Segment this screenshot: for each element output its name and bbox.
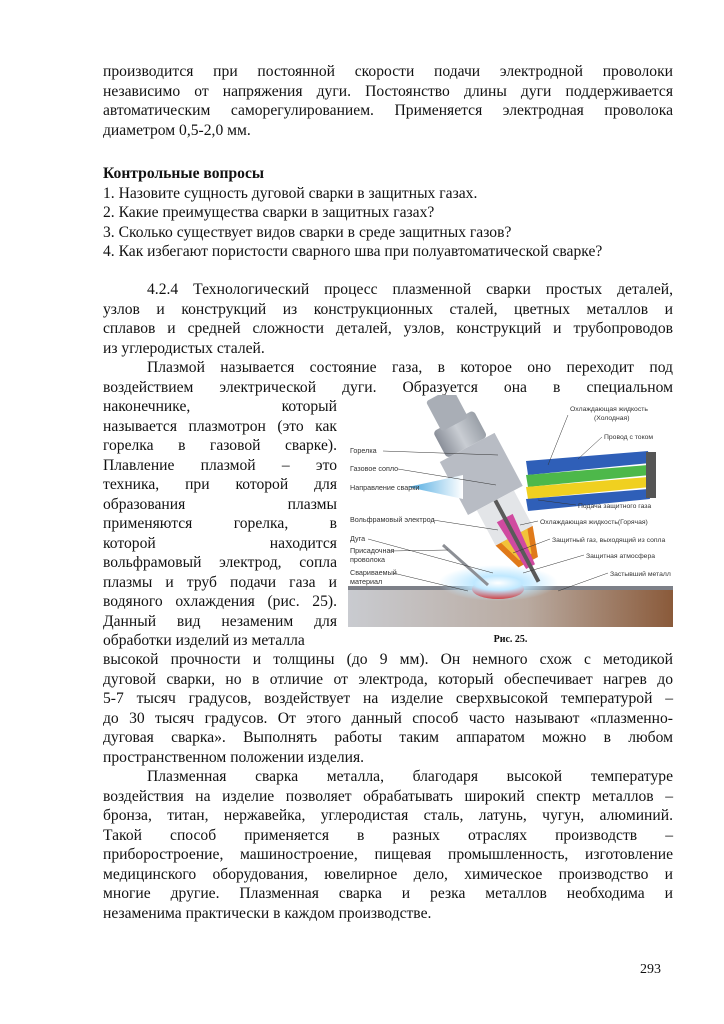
text-line: Плавление плазмой – это — [103, 456, 337, 474]
text-line: горелка в газовой сварке). — [103, 437, 337, 454]
figure-label: Подача защитного газа — [578, 503, 652, 510]
figure-label: Вольфрамовый электрод — [350, 515, 435, 524]
question-item: 1. Назовите сущность дуговой сварки в защитных газах. — [103, 184, 478, 202]
text-line: бронза, титан, нержавейка, углеродистая сталь, латунь, чугун, алюминий. — [103, 807, 673, 824]
text-line: незаменима практически в каждом производстве. — [103, 904, 432, 922]
text-line: автоматическим саморегулированием. Применяется электродная проволока — [103, 102, 673, 119]
page-number: 293 — [640, 962, 661, 977]
figure-label: Направление сварки — [350, 483, 420, 492]
continued-paragraphs — [103, 650, 673, 923]
text-line: наконечнике, который — [103, 398, 337, 415]
text-line: медицинского оборудования, ювелирное дело, химическое производство и — [103, 865, 673, 883]
figure-label: проволока — [350, 555, 386, 564]
text-line: сплавов и средней сложности деталей, узлов, конструкций и трубопроводов — [103, 320, 673, 337]
text-line: Плазмой называется состояние газа, в которое оно переходит под — [147, 359, 673, 376]
text-line: техника, при которой для — [103, 476, 337, 493]
questions-heading: Контрольные вопросы — [103, 165, 265, 182]
text-line: воздействия на изделие позволяет обрабатывать широкий спектр металлов – — [103, 787, 673, 805]
figure-label: Защитный газ, выходящий из сопла — [552, 537, 666, 544]
text-line: образования плазмы — [103, 495, 337, 513]
figure-label: Защитная атмосфера — [586, 553, 656, 560]
text-line: высокой прочности и толщины (до 9 мм). Он немного схож с методикой — [103, 651, 673, 668]
text-line: дуговой сварки, но в отличие от электрода, который обеспечивает нагрев до — [103, 670, 673, 688]
text-line: водяного охлаждения (рис. 25). — [103, 593, 337, 610]
figure-label: Свариваемый — [350, 568, 397, 577]
text-line: Данный вид незаменим для — [103, 612, 337, 630]
text-line: вольфрамовый электрод, сопла — [103, 554, 337, 571]
text-line: применяются горелка, в — [103, 515, 337, 532]
text-line: диаметром 0,5-2,0 мм. — [103, 121, 251, 139]
text-line: Плазменная сварка металла, благодаря высокой температуре — [147, 768, 673, 785]
figure-label: Дуга — [350, 534, 366, 543]
text-line: называется плазмотрон (это как — [103, 417, 337, 435]
plasma-torch-diagram — [348, 395, 673, 627]
text-line: дуговая сварка». Выполнять работы таким аппаратом можно в любом — [103, 729, 673, 746]
text-line: 5-7 тысяч градусов, воздействует на изделие сверхвысокой температурой – — [103, 690, 673, 707]
text-line: производится при постоянной скорости подачи электродной проволоки — [103, 63, 673, 80]
figure-label: Провод с током — [604, 434, 654, 441]
figure-label: Охлаждающая жидкость(Горячая) — [540, 519, 648, 526]
left-labels — [350, 446, 435, 586]
question-item: 3. Сколько существует видов сварки в среде защитных газов? — [103, 223, 512, 241]
text-line: плазмы и труб подачи газа и — [103, 573, 337, 591]
text-line: 4.2.4 Технологический процесс плазменной сварки простых деталей, — [147, 281, 673, 298]
intro-paragraph — [103, 62, 673, 140]
question-item: 4. Как избегают пористости сварного шва при полуавтоматической сварке? — [103, 243, 603, 260]
wrapped-paragraph — [103, 397, 337, 651]
text-line: которой находится — [103, 534, 337, 552]
figure-label: Горелка — [350, 446, 377, 455]
figure-label: (Холодная) — [594, 415, 630, 422]
text-line: приборостроение, машиностроение, пищевая промышленность, изготовление — [103, 846, 673, 863]
text-line: многие другие. Плазменная сварка и резка металлов необходима и — [103, 885, 673, 902]
plasma-torch-figure — [348, 395, 673, 627]
figure-label: Застывший металл — [610, 571, 671, 578]
text-line: из углеродистых сталей. — [103, 339, 265, 357]
cooling-tubes — [526, 451, 656, 511]
text-line: воздействием электрической дуги. Образуется она в специальном — [103, 378, 673, 396]
figure-label: Газовое сопло — [350, 464, 399, 473]
control-questions — [103, 164, 673, 262]
figure-caption: Рис. 25. — [493, 634, 528, 645]
figure-label: материал — [350, 577, 383, 586]
figure-label: Охлаждающая жидкость — [570, 406, 648, 413]
text-line: обработки изделий из металла — [103, 632, 305, 649]
text-line: независимо от напряжения дуги. Постоянство длины дуги поддерживается — [103, 82, 673, 100]
figure-label: Присадочная — [350, 546, 395, 555]
text-line: до 30 тысяч градусов. От этого данный способ часто называют «плазменно- — [103, 709, 673, 727]
text-line: узлов и конструкций из конструкционных сталей, цветных металлов и — [103, 300, 673, 318]
question-item: 2. Какие преимущества сварки в защитных газах? — [103, 204, 435, 221]
section-paragraph — [103, 280, 673, 397]
text-line: пространственном положении изделия. — [103, 748, 365, 766]
text-line: Такой способ применяется в разных отраслях производств – — [103, 826, 673, 844]
